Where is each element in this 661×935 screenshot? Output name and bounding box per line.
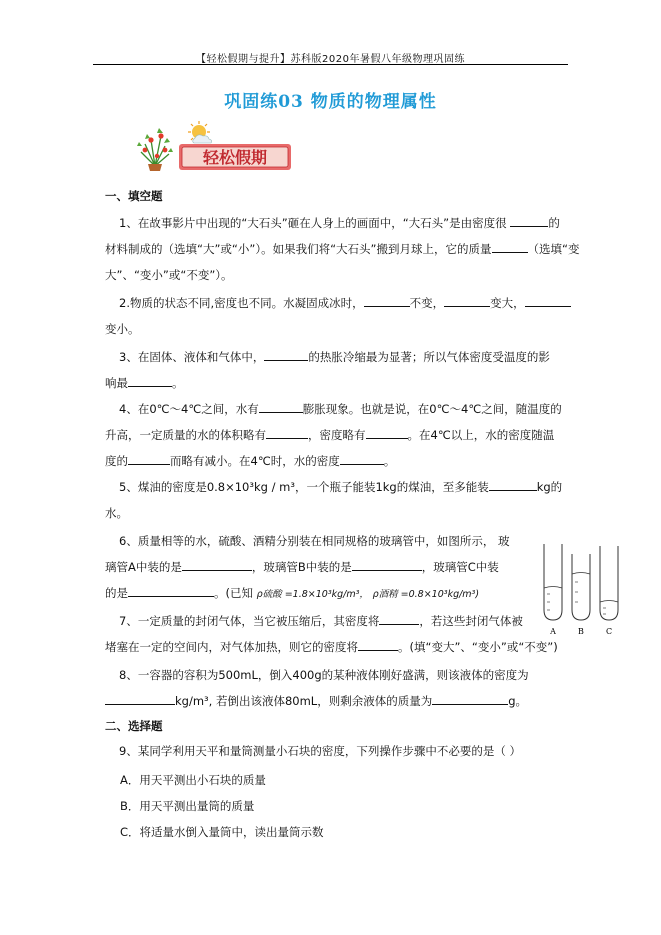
q6-density-alcohol: ρ酒精 =0.8×10³kg/m³): [372, 589, 480, 600]
question-3: [105, 344, 575, 370]
q8-blank-1[interactable]: [105, 690, 175, 705]
q9-stem: 9、某同学利用天平和量筒测量小石块的密度，下列操作步骤中不必要的是（ ）: [119, 744, 521, 758]
section-heading-fill: 一、填空题: [105, 189, 163, 203]
tube-a: [544, 544, 562, 620]
question-2: [105, 290, 575, 316]
question-5-line-2: [105, 500, 128, 526]
tube-label-c: C: [605, 627, 613, 636]
q5-text-b: kg的: [536, 480, 563, 494]
question-3-line-2: [105, 370, 184, 396]
q6-text-a: 6、质量相等的水，硫酸、酒精分别装在相同规格的玻璃管中，如图所示， 玻: [119, 534, 510, 548]
q8-text-a: 8、一容器的容积为500mL，倒入400g的某种液体刚好盛满，则该液体的密度为: [119, 668, 529, 682]
q4-text-b: 膨胀现象。也就是说，在0℃～4℃之间，随温度的: [302, 402, 562, 416]
q8-text-c: g。: [508, 694, 528, 708]
q6-blank-2[interactable]: [352, 556, 422, 571]
q2-blank-1[interactable]: [364, 292, 410, 307]
question-6-line-2: [105, 554, 499, 580]
q5-blank-1[interactable]: [489, 476, 537, 491]
q7-blank-2[interactable]: [358, 636, 398, 651]
q1-blank-1[interactable]: [510, 212, 548, 227]
sun-cloud-icon: [188, 121, 212, 143]
question-9: [105, 738, 575, 764]
q8-blank-2[interactable]: [432, 690, 508, 705]
q4-text-f: 度的: [105, 454, 128, 468]
q6-text-d: ，玻璃管C中装: [421, 560, 499, 574]
q3-blank-1[interactable]: [264, 346, 308, 361]
q7-text-b: ，若这些封闭气体被: [419, 614, 523, 628]
q6-text-b: 璃管A中装的是: [105, 560, 182, 574]
q5-text-c: 水。: [105, 506, 128, 520]
q3-text-d: 。: [172, 376, 184, 390]
question-4-line-3: [105, 448, 395, 474]
q4-text-c: 升高，一定质量的水的体积略有: [105, 428, 266, 442]
q3-text-b: 的热胀冷缩最为显著；所以气体密度受温度的影: [308, 350, 550, 364]
q9-option-b[interactable]: B．用天平测出量筒的质量: [120, 799, 255, 813]
q4-blank-4[interactable]: [128, 450, 170, 465]
question-4-line-2: [105, 422, 554, 448]
banner-image: [133, 120, 293, 172]
q6-text-c: ，玻璃管B中装的是: [251, 560, 352, 574]
q5-text-a: 5、煤油的密度是0.8×10³kg / m³，一个瓶子能装1kg的煤油，至多能装: [119, 480, 489, 494]
question-4: [105, 396, 575, 422]
q3-text-c: 响最: [105, 376, 128, 390]
q1-text-a: 1、在故事影片中出现的“大石头”砸在人身上的画面中，“大石头”是由密度很: [119, 216, 507, 230]
q2-text-c: 变大，: [490, 296, 525, 310]
question-6-line-3: [105, 580, 479, 608]
q1-text-d: （选填“变: [527, 242, 580, 256]
q2-blank-2[interactable]: [444, 292, 490, 307]
q6-blank-1[interactable]: [182, 556, 252, 571]
question-7-line-2: [105, 634, 558, 660]
q1-text-b: 的: [548, 216, 560, 230]
q4-text-g: 而略有减小。在4℃时，水的密度: [170, 454, 340, 468]
q1-blank-2[interactable]: [492, 238, 528, 253]
q7-text-a: 7、一定质量的封闭气体，当它被压缩后，其密度将: [119, 614, 380, 628]
tube-label-a: A: [550, 627, 556, 636]
q4-text-a: 4、在0℃～4℃之间，水有: [119, 402, 259, 416]
q4-text-d: ，密度略有: [308, 428, 366, 442]
q6-density-sulfuric: ρ硫酸 =1.8×10³kg/m³，: [256, 589, 369, 600]
question-1-line-2: [105, 236, 579, 262]
test-tubes-figure: [538, 540, 628, 640]
q4-blank-3[interactable]: [366, 424, 408, 439]
q9-option-a[interactable]: A．用天平测出小石块的质量: [120, 773, 266, 787]
q3-text-a: 3、在固体、液体和气体中，: [119, 350, 265, 364]
question-1: [105, 210, 575, 236]
question-2-line-2: [105, 316, 140, 342]
q2-text-a: 2.物质的状态不同,密度也不同。水凝固成冰时，: [119, 296, 364, 310]
question-8-line-2: [105, 688, 527, 714]
q7-text-d: 。(填“变大”、“变小”或“不变”): [398, 640, 558, 654]
q1-text-c: 材料制成的（选填“大”或“小”）。如果我们将“大石头”搬到月球上，它的质量: [105, 242, 492, 256]
q9-option-c[interactable]: C．将适量水倒入量筒中，读出量筒示数: [120, 825, 324, 839]
q6-blank-3[interactable]: [128, 582, 214, 597]
q7-blank-1[interactable]: [379, 610, 419, 625]
q1-text-e: 大”、“变小”或“不变”）。: [105, 268, 233, 282]
question-5: [105, 474, 575, 500]
q2-blank-3[interactable]: [525, 292, 571, 307]
question-1-line-3: [105, 262, 233, 288]
tube-b: [572, 554, 590, 620]
page-title: 巩固练03 物质的物理属性: [224, 92, 437, 112]
q4-text-h: 。: [383, 454, 396, 468]
q7-text-c: 堵塞在一定的空间内，对气体加热，则它的密度将: [105, 640, 358, 654]
question-6: [105, 528, 537, 554]
q8-text-b: kg/m³, 若倒出该液体80mL，则剩余液体的质量为: [175, 694, 433, 708]
q4-text-e: 。在4℃以上，水的密度随温: [407, 428, 555, 442]
q2-text-d: 变小。: [105, 322, 140, 336]
q4-blank-5[interactable]: [340, 450, 384, 465]
tube-c: [600, 546, 618, 620]
q4-blank-1[interactable]: [259, 398, 303, 413]
flower-icon: [137, 128, 173, 171]
q4-blank-2[interactable]: [266, 424, 308, 439]
page-header: 【轻松假期与提升】苏科版2020年暑假八年级物理巩固练: [196, 54, 465, 65]
q6-text-f: 。(已知: [214, 586, 253, 600]
banner-text: 轻松假期: [202, 148, 268, 167]
question-8: [105, 662, 575, 688]
q6-text-e: 的是: [105, 586, 128, 600]
tube-label-b: B: [578, 627, 584, 636]
header-rule: [93, 64, 568, 65]
q3-blank-2[interactable]: [128, 372, 172, 387]
q2-text-b: 不变，: [409, 296, 445, 310]
banner-label: [179, 144, 291, 170]
question-7: [105, 608, 537, 634]
section-heading-choice: 二、选择题: [105, 719, 163, 733]
